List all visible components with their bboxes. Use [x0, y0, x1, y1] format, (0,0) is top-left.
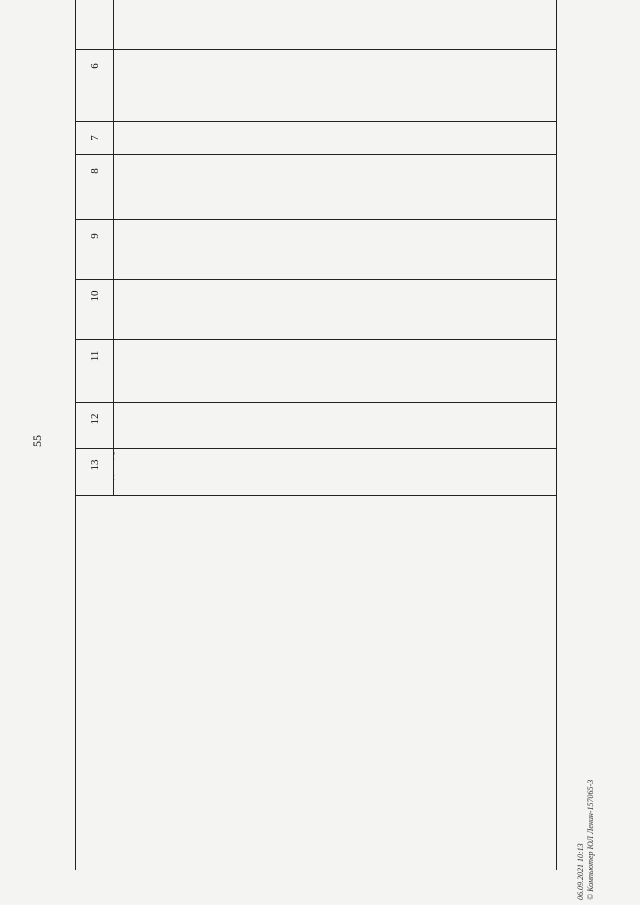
row-number-cell: 9 — [76, 220, 114, 279]
row-number-cell: 11 — [76, 340, 114, 402]
row-text-cell — [114, 449, 556, 495]
table-row — [76, 122, 556, 155]
table-row — [76, 155, 556, 220]
row-number-cell: 10 — [76, 280, 114, 339]
row-number-cell: 13 — [76, 449, 114, 495]
row-number-cell: 8 — [76, 155, 114, 219]
row-number-cell: 12 — [76, 403, 114, 448]
row-number-cell: 6 — [76, 50, 114, 121]
row-text-cell — [114, 50, 556, 121]
table-row — [76, 50, 556, 122]
requirements-table — [75, 0, 557, 870]
row-text-cell — [114, 220, 556, 279]
table-row — [76, 0, 556, 50]
table-row — [76, 403, 556, 449]
row-text-cell — [114, 0, 556, 49]
row-text-cell — [114, 340, 556, 402]
table-row — [76, 280, 556, 340]
row-number-cell — [76, 0, 114, 49]
document-footer-stamp: 06.09.2021 10:13 © Компьютер ЮЛ Ленин-157065-3 — [576, 779, 595, 900]
table-row — [76, 340, 556, 403]
page-number: 55 — [30, 435, 44, 447]
row-text-cell — [114, 122, 556, 154]
row-text-cell — [114, 155, 556, 219]
table-row — [76, 220, 556, 280]
row-text-cell — [114, 403, 556, 448]
row-text-cell — [114, 280, 556, 339]
row-number-cell: 7 — [76, 122, 114, 154]
table-row — [76, 449, 556, 496]
